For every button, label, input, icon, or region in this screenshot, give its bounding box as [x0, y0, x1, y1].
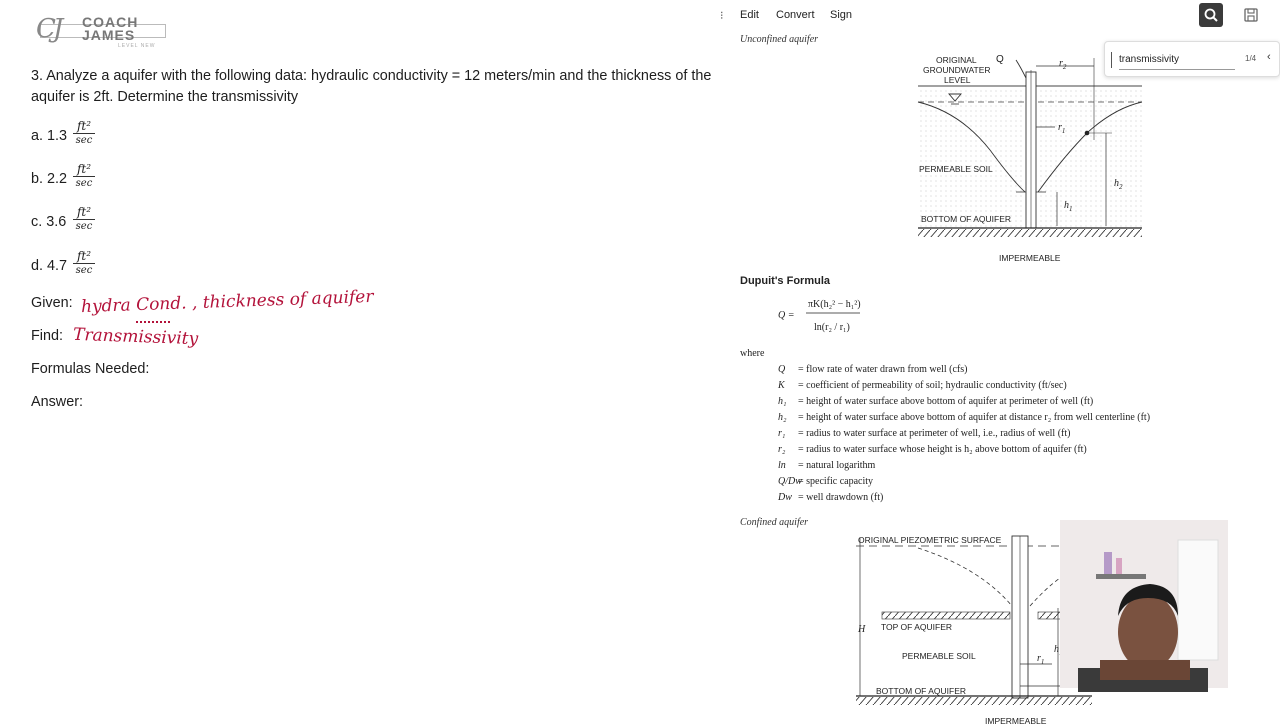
confining-layer-left [882, 612, 1010, 619]
unit-numerator: ft² [73, 119, 95, 134]
dupuit-formula [770, 292, 970, 342]
impermeable-label: IMPERMEABLE [999, 253, 1061, 263]
confined-impermeable-label: IMPERMEABLE [985, 716, 1047, 726]
definition-item: Q/Dw= specific capacity [778, 476, 874, 487]
find-match-count: 1/4 [1245, 54, 1257, 63]
formula-numerator: πK(h₂² − h₁²) [808, 299, 861, 310]
search-icon [1199, 3, 1223, 27]
toolbar-overflow-icon[interactable]: ⁝ [720, 10, 724, 22]
confined-impermeable-hatch [856, 697, 1092, 705]
choice-label: a. 1.3 [31, 128, 68, 144]
presenter-face [1118, 594, 1178, 670]
definition-item: ln = natural logarithm [778, 460, 876, 471]
definition-item: h₂ = height of water surface above bottom of aquifer at distance r₂ from well centerline (ft) [778, 412, 1151, 423]
viewer-toolbar [720, 0, 1280, 30]
definition-item: Dw = well drawdown (ft) [778, 492, 884, 503]
confined-title: Confined aquifer [740, 517, 809, 528]
confined-h1-label: h [1054, 644, 1059, 655]
unit-fraction [73, 162, 95, 191]
unit-numerator: ft² [73, 162, 95, 177]
formula-denominator: ln(r₂ / r₁) [814, 322, 850, 333]
h2-label: $h_2$ [1114, 178, 1123, 191]
logo-monogram: CJ [36, 14, 61, 44]
webcam-overlay [1060, 520, 1228, 688]
original-level-label-1: ORIGINAL [936, 55, 977, 65]
find-previous-icon[interactable]: ‹ [1267, 51, 1271, 63]
find-handwriting: Transmissivity [72, 324, 199, 350]
flow-arrow-icon [1016, 60, 1026, 78]
original-level-label-3: LEVEL [944, 75, 971, 85]
original-level-label-2: GROUNDWATER [923, 65, 991, 75]
where-label: where [740, 348, 765, 359]
unit-fraction [73, 249, 95, 278]
menu-sign[interactable]: Sign [830, 9, 853, 21]
piezometric-surface-label: ORIGINAL PIEZOMETRIC SURFACE [858, 535, 1002, 545]
cone-curve-right [1030, 578, 1060, 606]
flow-q-label: Q [996, 54, 1004, 65]
logo-tagline: LEVEL NEW [118, 43, 156, 49]
unit-denominator: sec [75, 265, 93, 276]
given-handwriting: hydra Cond. , thickness of aquifer [80, 286, 374, 318]
definition-item: r₁ = radius to water surface at perimeter of well, i.e., radius of well (ft) [778, 428, 1071, 439]
permeable-soil-label: PERMEABLE SOIL [919, 164, 993, 174]
definition-item: K = coefficient of permeability of soil; hydraulic conductivity (ft/sec) [778, 380, 1067, 391]
h1-label: $h_1$ [1064, 200, 1073, 213]
choice-label: d. 4.7 [31, 258, 68, 274]
formulas-label: Formulas Needed: [31, 361, 150, 377]
formula-lhs: Q = [778, 310, 795, 321]
H-label: H [858, 624, 866, 635]
aquifer-bottom-label: BOTTOM OF AQUIFER [921, 214, 1012, 224]
impermeable-hatch [918, 229, 1142, 237]
menu-edit[interactable]: Edit [740, 9, 759, 21]
answer-label: Answer: [31, 394, 83, 410]
confined-bottom-label: BOTTOM OF AQUIFER [876, 686, 967, 696]
save-icon [1241, 5, 1261, 25]
find-input[interactable] [1119, 50, 1235, 70]
cone-curve-left [918, 548, 1012, 606]
unit-fraction [73, 205, 95, 234]
given-label: Given: [31, 295, 73, 311]
unit-denominator: sec [75, 178, 93, 189]
unit-denominator: sec [75, 135, 93, 146]
coach-james-logo [36, 14, 168, 48]
find-bar [1104, 41, 1280, 77]
r1-label: $r_1$ [1058, 122, 1066, 135]
unit-denominator: sec [75, 221, 93, 232]
choice-label: b. 2.2 [31, 171, 68, 187]
dupuit-title: Dupuit's Formula [740, 275, 831, 287]
presenter-video [1060, 520, 1228, 688]
confined-r1-label: $r_1$ [1037, 653, 1045, 666]
find-bar-accent [1111, 52, 1112, 68]
unit-fraction [73, 119, 95, 148]
unconfined-title: Unconfined aquifer [740, 34, 819, 45]
definition-item: Q = flow rate of water drawn from well (cfs) [778, 364, 968, 375]
definition-item: r₂ = radius to water surface whose height is h₂ above bottom of aquifer (ft) [778, 444, 1087, 455]
find-label: Find: [31, 328, 63, 344]
definition-item: h₁ = height of water surface above bottom of aquifer at perimeter of well (ft) [778, 396, 1094, 407]
unit-numerator: ft² [73, 205, 95, 220]
shelf-bottle [1116, 558, 1122, 574]
save-button[interactable] [1241, 5, 1261, 25]
unit-numerator: ft² [73, 249, 95, 264]
search-button[interactable] [1199, 3, 1223, 27]
logo-brand-line1: COACH [82, 14, 139, 30]
r2-label: $r_2$ [1059, 58, 1067, 71]
door-frame [1178, 540, 1218, 660]
choice-label: c. 3.6 [31, 214, 67, 230]
presenter-neck [1100, 660, 1190, 680]
top-of-aquifer-label: TOP OF AQUIFER [881, 622, 953, 632]
shelf-bottle [1104, 552, 1112, 574]
logo-brand-line2: JAMES [82, 27, 136, 43]
handwriting-underline [136, 321, 170, 323]
menu-convert[interactable]: Convert [776, 9, 815, 21]
shelf [1096, 574, 1146, 579]
question-text: 3. Analyze a aquifer with the following data: hydraulic conductivity = 12 meters/min and the thickness of the aquifer is 2ft. Determine the transmissivity [31, 68, 712, 105]
logo-brand [82, 16, 138, 42]
confined-permeable-soil-label: PERMEABLE SOIL [902, 651, 976, 661]
